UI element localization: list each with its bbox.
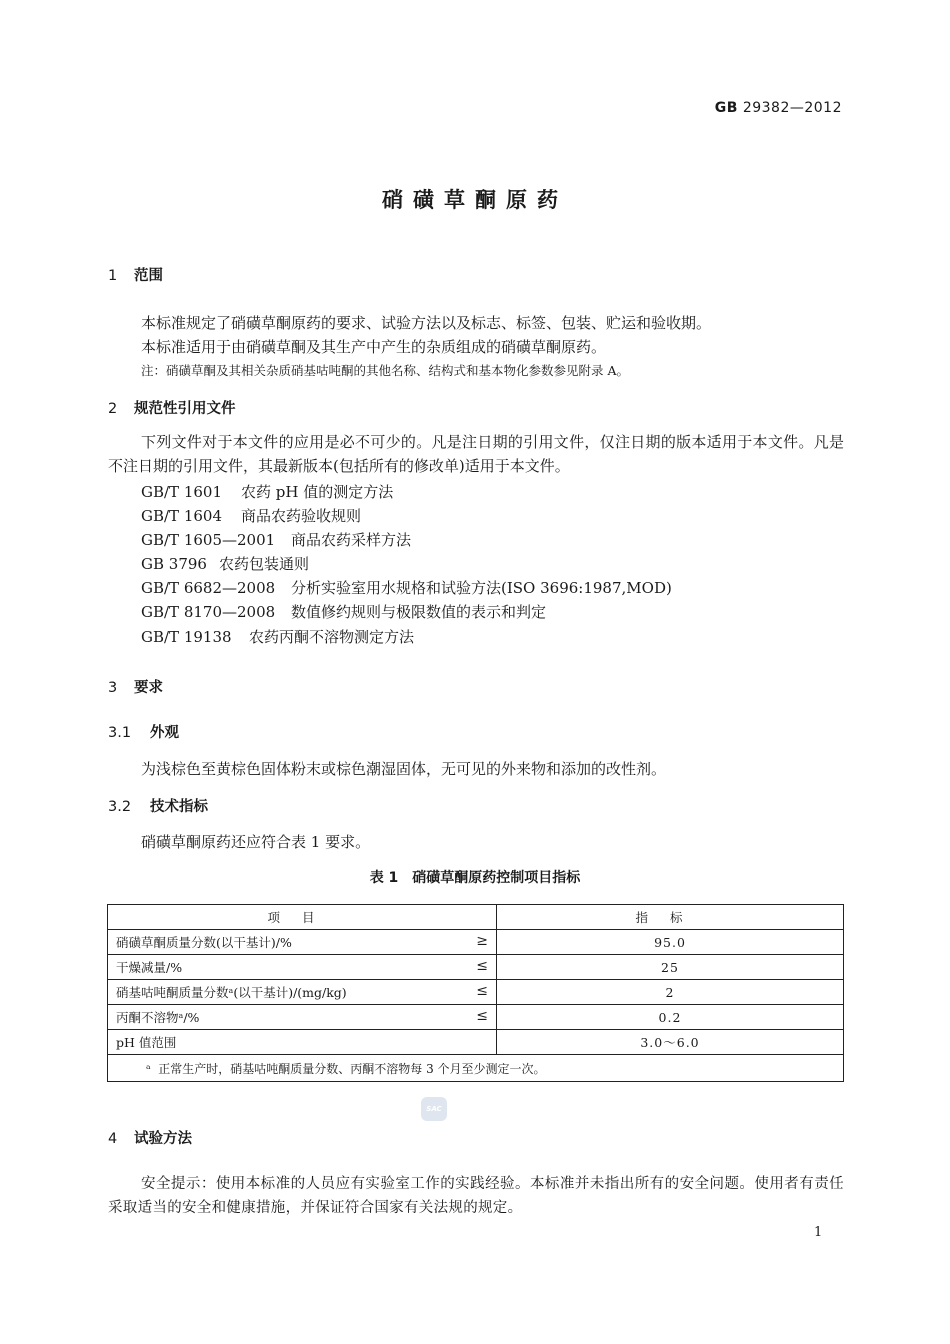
reference-code: GB/T 19138 — [141, 628, 232, 646]
reference-name: 农药 pH 值的测定方法 — [241, 483, 394, 501]
footnote-text: 正常生产时，硝基咕吨酮质量分数、丙酮不溶物每 3 个月至少测定一次。 — [158, 1061, 546, 1076]
table-row — [108, 955, 844, 980]
reference-code: GB 3796 — [141, 555, 207, 573]
reference-name: 数值修约规则与极限数值的表示和判定 — [291, 603, 547, 621]
section-3-heading — [108, 676, 163, 697]
reference-name: 商品农药验收规则 — [241, 507, 362, 525]
section-title: 试验方法 — [134, 1131, 192, 1147]
row-value: 2 — [497, 980, 844, 1005]
row-value: 0.2 — [497, 1005, 844, 1030]
section-number: 4 — [108, 1131, 118, 1147]
reference-item — [141, 577, 672, 598]
section-title: 要求 — [134, 680, 163, 696]
spec-table — [107, 904, 844, 1082]
section-title: 规范性引用文件 — [134, 401, 236, 417]
tech-requirements-intro: 硝磺草酮原药还应符合表 1 要求。 — [141, 833, 371, 851]
standard-prefix: GB — [714, 100, 738, 116]
table-footnote-row — [108, 1055, 844, 1082]
document-title: 硝磺草酮原药 — [382, 188, 568, 212]
section-number: 2 — [108, 401, 118, 417]
reference-name: 农药丙酮不溶物测定方法 — [249, 628, 415, 646]
section-number: 1 — [108, 268, 118, 284]
comparator: ≤ — [476, 958, 488, 974]
section-number: 3.2 — [108, 799, 132, 815]
row-item — [108, 930, 497, 955]
table-row — [108, 930, 844, 955]
row-item — [108, 955, 497, 980]
reference-item — [141, 505, 361, 526]
row-value: 3.0～6.0 — [497, 1030, 844, 1055]
item-label: 硝磺草酮质量分数(以干基计)/% — [116, 935, 292, 950]
references-intro: 下列文件对于本文件的应用是必不可少的。凡是注日期的引用文件，仅注日期的版本适用于本文件。凡是不注日期的引用文件，其最新版本(包括所有的修改单)适用于本文件。 — [108, 433, 844, 475]
reference-name: 商品农药采样方法 — [291, 531, 412, 549]
reference-code: GB/T 6682—2008 — [141, 579, 276, 597]
reference-code: GB/T 1604 — [141, 507, 223, 525]
reference-item — [141, 553, 309, 574]
section-number: 3.1 — [108, 725, 132, 741]
section-3-2-heading — [108, 795, 208, 816]
header-value: 指标 — [497, 905, 844, 930]
row-item — [108, 1005, 497, 1030]
table-row — [108, 1005, 844, 1030]
reference-name: 分析实验室用水规格和试验方法(ISO 3696:1987,MOD) — [291, 579, 672, 597]
scope-paragraph-1: 本标准规定了硝磺草酮原药的要求、试验方法以及标志、标签、包装、贮运和验收期。 — [141, 314, 712, 332]
row-item — [108, 980, 497, 1005]
reference-code: GB/T 1601 — [141, 483, 223, 501]
reference-item — [141, 481, 393, 502]
row-value: 95.0 — [497, 930, 844, 955]
item-label: 干燥减量/% — [116, 960, 183, 975]
safety-notice: 安全提示：使用本标准的人员应有实验室工作的实践经验。本标准并未指出所有的安全问题。使用者有责任采取适当的安全和健康措施，并保证符合国家有关法规的规定。 — [108, 1176, 844, 1216]
section-4-heading — [108, 1127, 192, 1148]
row-value: 25 — [497, 955, 844, 980]
standard-number — [715, 100, 842, 116]
reference-code: GB/T 8170—2008 — [141, 603, 276, 621]
comparator: ≤ — [476, 983, 488, 999]
comparator: ≥ — [476, 933, 488, 949]
standard-code: 29382—2012 — [742, 100, 842, 116]
table-row — [108, 1030, 844, 1055]
section-title: 外观 — [150, 725, 179, 741]
scope-note: 注：硝磺草酮及其相关杂质硝基咕吨酮的其他名称、结构式和基本物化参数参见附录 A。 — [141, 363, 630, 378]
reference-item — [141, 529, 411, 550]
section-title: 技术指标 — [150, 799, 208, 815]
row-item — [108, 1030, 497, 1055]
footnote-mark: ᵃ — [146, 1061, 151, 1076]
reference-item — [141, 626, 414, 647]
item-label: pH 值范围 — [116, 1035, 177, 1050]
sac-watermark-logo: SAC — [421, 1097, 447, 1121]
section-2-heading — [108, 397, 236, 418]
appearance-text: 为浅棕色至黄棕色固体粉末或棕色潮湿固体，无可见的外来物和添加的改性剂。 — [141, 760, 667, 778]
table-header-row — [108, 905, 844, 930]
page-number: 1 — [814, 1225, 823, 1240]
section-title: 范围 — [134, 268, 163, 284]
section-number: 3 — [108, 680, 118, 696]
comparator: ≤ — [476, 1008, 488, 1024]
item-label: 丙酮不溶物ᵃ/% — [116, 1010, 200, 1025]
scope-paragraph-2: 本标准适用于由硝磺草酮及其生产中产生的杂质组成的硝磺草酮原药。 — [141, 338, 607, 356]
header-item: 项目 — [108, 905, 497, 930]
table-caption: 表 1 硝磺草酮原药控制项目指标 — [369, 870, 581, 886]
reference-name: 农药包装通则 — [219, 555, 310, 573]
reference-item — [141, 601, 546, 622]
section-1-heading — [108, 264, 163, 285]
section-3-1-heading — [108, 721, 179, 742]
table-footnote — [108, 1055, 844, 1082]
table-row — [108, 980, 844, 1005]
reference-code: GB/T 1605—2001 — [141, 531, 276, 549]
item-label: 硝基咕吨酮质量分数ᵃ(以干基计)/(mg/kg) — [116, 985, 347, 1000]
